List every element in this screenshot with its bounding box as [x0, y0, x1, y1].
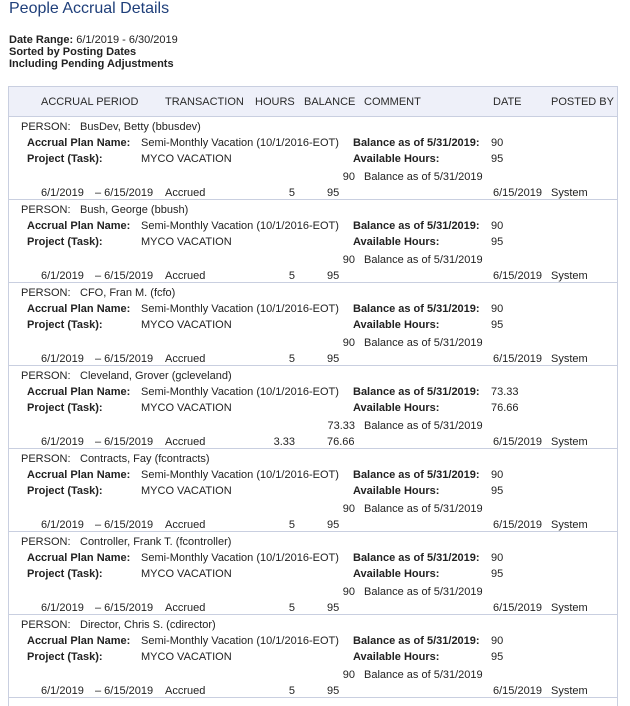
tx-type: Accrued	[165, 187, 206, 199]
tx-date: 6/15/2019	[493, 187, 542, 199]
tx-posted-by: System	[551, 187, 588, 199]
tx-hours: 5	[288, 685, 295, 697]
tx-hours: 5	[288, 519, 295, 531]
balance-as-of-label: Balance as of 5/31/2019:	[353, 552, 480, 564]
available-hours-label: Available Hours:	[353, 402, 440, 414]
prior-balance: 90	[342, 669, 355, 681]
balance-as-of-value: 73.33	[491, 386, 519, 398]
tx-type: Accrued	[165, 353, 206, 365]
period-end: – 6/15/2019	[95, 353, 154, 365]
available-hours-value: 95	[491, 568, 504, 580]
person-name: Contracts, Fay (fcontracts)	[80, 453, 210, 465]
period-start: 6/1/2019	[41, 436, 84, 448]
available-hours-label: Available Hours:	[353, 651, 440, 663]
accrual-table	[8, 86, 618, 706]
date-range-value: 6/1/2019 - 6/30/2019	[76, 34, 178, 46]
tx-date: 6/15/2019	[493, 602, 542, 614]
person-block	[9, 366, 617, 449]
tx-balance: 95	[327, 602, 340, 614]
table-header	[9, 87, 617, 117]
balance-as-of-label: Balance as of 5/31/2019:	[353, 386, 480, 398]
page-title: People Accrual Details	[9, 0, 170, 17]
tx-posted-by: System	[551, 685, 588, 697]
tx-type: Accrued	[165, 270, 206, 282]
project-task-label: Project (Task):	[27, 402, 103, 414]
tx-balance: 95	[327, 353, 340, 365]
person-label: PERSON:	[21, 370, 71, 382]
accrual-plan-name: Semi-Monthly Vacation (10/1/2016-EOT)	[141, 552, 339, 564]
period-end: – 6/15/2019	[95, 436, 154, 448]
tx-comment: Balance as of 5/31/2019	[364, 254, 483, 266]
person-label: PERSON:	[21, 619, 71, 631]
tx-hours: 5	[288, 602, 295, 614]
available-hours-label: Available Hours:	[353, 153, 440, 165]
col-date[interactable]: DATE	[493, 96, 522, 108]
period-start: 6/1/2019	[41, 519, 84, 531]
period-end: – 6/15/2019	[95, 519, 154, 531]
period-end: – 6/15/2019	[95, 270, 154, 282]
balance-as-of-label: Balance as of 5/31/2019:	[353, 303, 480, 315]
person-name: Controller, Frank T. (fcontroller)	[80, 536, 232, 548]
col-transaction[interactable]: TRANSACTION	[165, 96, 244, 108]
tx-balance: 95	[327, 519, 340, 531]
person-label: PERSON:	[21, 121, 71, 133]
person-name: Cleveland, Grover (gcleveland)	[80, 370, 232, 382]
person-name: BusDev, Betty (bbusdev)	[80, 121, 201, 133]
tx-balance: 95	[327, 270, 340, 282]
prior-balance: 90	[342, 586, 355, 598]
tx-date: 6/15/2019	[493, 519, 542, 531]
tx-date: 6/15/2019	[493, 685, 542, 697]
tx-comment: Balance as of 5/31/2019	[364, 337, 483, 349]
tx-comment: Balance as of 5/31/2019	[364, 420, 483, 432]
accrual-plan-name: Semi-Monthly Vacation (10/1/2016-EOT)	[141, 386, 339, 398]
available-hours-value: 95	[491, 485, 504, 497]
tx-posted-by: System	[551, 436, 588, 448]
tx-balance: 76.66	[327, 436, 355, 448]
tx-hours: 5	[288, 270, 295, 282]
accrual-plan-name: Semi-Monthly Vacation (10/1/2016-EOT)	[141, 635, 339, 647]
person-name: Director, Chris S. (cdirector)	[80, 619, 216, 631]
period-start: 6/1/2019	[41, 270, 84, 282]
balance-as-of-label: Balance as of 5/31/2019:	[353, 635, 480, 647]
person-name: Bush, George (bbush)	[80, 204, 189, 216]
tx-hours: 3.33	[273, 436, 295, 448]
available-hours-label: Available Hours:	[353, 568, 440, 580]
tx-posted-by: System	[551, 353, 588, 365]
balance-as-of-value: 90	[491, 552, 504, 564]
balance-as-of-value: 90	[491, 635, 504, 647]
available-hours-value: 95	[491, 236, 504, 248]
period-end: – 6/15/2019	[95, 602, 154, 614]
balance-as-of-value: 90	[491, 220, 504, 232]
available-hours-label: Available Hours:	[353, 485, 440, 497]
tx-comment: Balance as of 5/31/2019	[364, 586, 483, 598]
project-task-value: MYCO VACATION	[141, 236, 232, 248]
project-task-value: MYCO VACATION	[141, 402, 232, 414]
col-comment[interactable]: COMMENT	[364, 96, 421, 108]
project-task-label: Project (Task):	[27, 485, 103, 497]
accrual-plan-label: Accrual Plan Name:	[27, 386, 131, 398]
balance-as-of-value: 90	[491, 469, 504, 481]
date-range	[9, 34, 178, 46]
person-label: PERSON:	[21, 204, 71, 216]
accrual-plan-name: Semi-Monthly Vacation (10/1/2016-EOT)	[141, 137, 339, 149]
project-task-label: Project (Task):	[27, 236, 103, 248]
tx-comment: Balance as of 5/31/2019	[364, 171, 483, 183]
available-hours-value: 95	[491, 319, 504, 331]
tx-type: Accrued	[165, 436, 206, 448]
accrual-plan-label: Accrual Plan Name:	[27, 137, 131, 149]
date-range-label: Date Range:	[9, 34, 74, 46]
project-task-value: MYCO VACATION	[141, 319, 232, 331]
col-accrual-period[interactable]: ACCRUAL PERIOD	[41, 96, 139, 108]
person-block	[9, 449, 617, 532]
person-block	[9, 615, 617, 698]
col-posted-by[interactable]: POSTED BY	[551, 96, 614, 108]
tx-date: 6/15/2019	[493, 270, 542, 282]
person-name: CFO, Fran M. (fcfo)	[80, 287, 176, 299]
available-hours-label: Available Hours:	[353, 319, 440, 331]
person-label: PERSON:	[21, 536, 71, 548]
prior-balance: 90	[342, 337, 355, 349]
person-block	[9, 283, 617, 366]
accrual-plan-label: Accrual Plan Name:	[27, 552, 131, 564]
accrual-plan-name: Semi-Monthly Vacation (10/1/2016-EOT)	[141, 469, 339, 481]
col-balance[interactable]: BALANCE	[304, 96, 356, 108]
person-block	[9, 200, 617, 283]
accrual-plan-label: Accrual Plan Name:	[27, 635, 131, 647]
project-task-value: MYCO VACATION	[141, 153, 232, 165]
tx-hours: 5	[288, 187, 295, 199]
sort-note: Sorted by Posting Dates	[9, 46, 137, 58]
tx-balance: 95	[327, 685, 340, 697]
tx-date: 6/15/2019	[493, 353, 542, 365]
person-label: PERSON:	[21, 453, 71, 465]
period-end: – 6/15/2019	[95, 187, 154, 199]
prior-balance: 90	[342, 171, 355, 183]
project-task-value: MYCO VACATION	[141, 651, 232, 663]
available-hours-label: Available Hours:	[353, 236, 440, 248]
tx-posted-by: System	[551, 602, 588, 614]
tx-type: Accrued	[165, 519, 206, 531]
project-task-value: MYCO VACATION	[141, 485, 232, 497]
col-hours[interactable]: HOURS	[255, 96, 295, 108]
project-task-label: Project (Task):	[27, 651, 103, 663]
period-start: 6/1/2019	[41, 353, 84, 365]
tx-date: 6/15/2019	[493, 436, 542, 448]
project-task-label: Project (Task):	[27, 319, 103, 331]
project-task-label: Project (Task):	[27, 568, 103, 580]
prior-balance: 73.33	[327, 420, 355, 432]
period-start: 6/1/2019	[41, 685, 84, 697]
period-end: – 6/15/2019	[95, 685, 154, 697]
available-hours-value: 76.66	[491, 402, 519, 414]
period-start: 6/1/2019	[41, 602, 84, 614]
tx-type: Accrued	[165, 685, 206, 697]
accrual-plan-label: Accrual Plan Name:	[27, 220, 131, 232]
tx-posted-by: System	[551, 270, 588, 282]
prior-balance: 90	[342, 254, 355, 266]
balance-as-of-label: Balance as of 5/31/2019:	[353, 220, 480, 232]
prior-balance: 90	[342, 503, 355, 515]
accrual-plan-label: Accrual Plan Name:	[27, 469, 131, 481]
balance-as-of-value: 90	[491, 137, 504, 149]
balance-as-of-label: Balance as of 5/31/2019:	[353, 137, 480, 149]
tx-posted-by: System	[551, 519, 588, 531]
period-start: 6/1/2019	[41, 187, 84, 199]
accrual-plan-name: Semi-Monthly Vacation (10/1/2016-EOT)	[141, 303, 339, 315]
accrual-plan-label: Accrual Plan Name:	[27, 303, 131, 315]
balance-as-of-value: 90	[491, 303, 504, 315]
tx-comment: Balance as of 5/31/2019	[364, 503, 483, 515]
available-hours-value: 95	[491, 153, 504, 165]
tx-balance: 95	[327, 187, 340, 199]
project-task-label: Project (Task):	[27, 153, 103, 165]
tx-type: Accrued	[165, 602, 206, 614]
balance-as-of-label: Balance as of 5/31/2019:	[353, 469, 480, 481]
person-block	[9, 532, 617, 615]
accrual-plan-name: Semi-Monthly Vacation (10/1/2016-EOT)	[141, 220, 339, 232]
person-label: PERSON:	[21, 287, 71, 299]
person-block	[9, 117, 617, 200]
tx-comment: Balance as of 5/31/2019	[364, 669, 483, 681]
tx-hours: 5	[288, 353, 295, 365]
available-hours-value: 95	[491, 651, 504, 663]
pending-note: Including Pending Adjustments	[9, 58, 174, 70]
project-task-value: MYCO VACATION	[141, 568, 232, 580]
